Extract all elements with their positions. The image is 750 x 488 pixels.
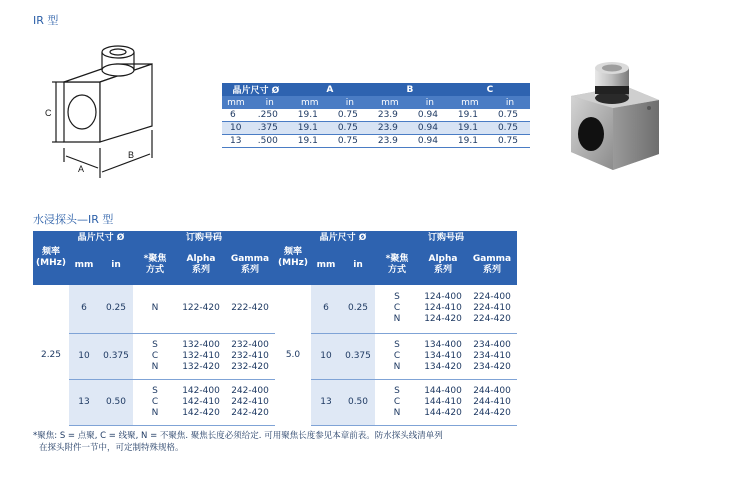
table-cell: 23.9 <box>370 135 410 148</box>
header-order-right: 订购号码 <box>375 231 517 245</box>
header-in-right: in <box>341 245 375 285</box>
footnote <box>33 430 533 454</box>
table-cell: 244-400 244-410 244-420 <box>467 379 517 425</box>
table-cell: 224-400 224-410 224-420 <box>467 285 517 333</box>
table-cell: 134-400 134-410 134-420 <box>419 333 467 379</box>
table-cell: 132-400 132-410 132-420 <box>177 333 225 379</box>
header-size-right: 晶片尺寸 Ø <box>311 231 375 245</box>
table-cell: 0.50 <box>341 379 375 425</box>
table-cell: S C N <box>133 379 177 425</box>
dim-label-b: B <box>128 150 135 160</box>
dimensions-table <box>222 83 530 148</box>
table-cell: .250 <box>250 109 290 122</box>
header-mm-right: mm <box>311 245 341 285</box>
table-cell: 13 <box>311 379 341 425</box>
table-cell: 19.1 <box>290 122 330 135</box>
table-cell: 19.1 <box>450 122 490 135</box>
dim-label-a: A <box>78 164 85 174</box>
dims-header-b: B <box>370 83 450 96</box>
table-cell: 10 <box>69 333 99 379</box>
table-cell: 232-400 232-410 232-420 <box>225 333 275 379</box>
header-size: 晶片尺寸 Ø <box>69 231 133 245</box>
table-row <box>222 109 530 122</box>
table-cell: 10 <box>222 122 250 135</box>
table-cell: 0.94 <box>410 135 450 148</box>
header-in: in <box>99 245 133 285</box>
table-cell: 0.94 <box>410 109 450 122</box>
table-cell: 0.94 <box>410 122 450 135</box>
product-photo <box>565 50 665 175</box>
table-cell: 6 <box>311 285 341 333</box>
table-cell: 0.375 <box>341 333 375 379</box>
header-freq-right: 频率 (MHz) <box>275 231 311 285</box>
header-gamma: Gamma 系列 <box>225 245 275 285</box>
table-cell: 0.75 <box>490 135 530 148</box>
table-cell: 0.75 <box>490 122 530 135</box>
dims-sub: mm <box>290 96 330 109</box>
table-cell: 10 <box>311 333 341 379</box>
table-cell: S C N <box>133 333 177 379</box>
table-cell: 23.9 <box>370 122 410 135</box>
footnote-line2: 在探头附件一节中，可定制特殊规格。 <box>39 443 184 453</box>
table-cell: S C N <box>375 333 419 379</box>
header-mm: mm <box>69 245 99 285</box>
table-cell: 23.9 <box>370 109 410 122</box>
table-cell: 0.375 <box>99 333 133 379</box>
dims-sub: in <box>410 96 450 109</box>
dims-header-c: C <box>450 83 530 96</box>
dims-sub: in <box>490 96 530 109</box>
dim-label-c: C <box>45 108 52 118</box>
table-cell: 0.75 <box>330 135 370 148</box>
table-cell: 19.1 <box>290 109 330 122</box>
table-cell: 122-420 <box>177 285 225 333</box>
table-cell: 0.75 <box>330 122 370 135</box>
dims-sub: in <box>250 96 290 109</box>
dims-header-a: A <box>290 83 370 96</box>
table-cell: N <box>133 285 177 333</box>
table-cell: 13 <box>69 379 99 425</box>
footnote-line1: *聚焦: S = 点聚, C = 线聚, N = 不聚焦. 聚焦长度必须给定. 可用聚焦长度参见本章前表。防水探头线清单列 <box>33 431 443 441</box>
transducer-drawing <box>36 30 166 190</box>
section-title-immersion-ir: 水浸探头—IR 型 <box>33 213 114 226</box>
table-cell: 0.50 <box>99 379 133 425</box>
dims-sub: in <box>330 96 370 109</box>
table-cell: 0.25 <box>341 285 375 333</box>
header-focus: *聚焦 方式 <box>133 245 177 285</box>
header-alpha: Alpha 系列 <box>177 245 225 285</box>
ordering-table <box>33 231 517 426</box>
dims-sub: mm <box>450 96 490 109</box>
table-cell: 222-420 <box>225 285 275 333</box>
table-cell: 242-400 242-410 242-420 <box>225 379 275 425</box>
section-title-ir: IR 型 <box>33 14 59 27</box>
table-row <box>33 285 517 333</box>
dims-sub: mm <box>222 96 250 109</box>
header-focus-right: *聚焦 方式 <box>375 245 419 285</box>
header-gamma-right: Gamma 系列 <box>467 245 517 285</box>
table-cell: 6 <box>222 109 250 122</box>
freq-right: 5.0 <box>275 285 311 425</box>
header-order: 订购号码 <box>133 231 275 245</box>
table-cell: .500 <box>250 135 290 148</box>
table-cell: 144-400 144-410 144-420 <box>419 379 467 425</box>
table-row <box>222 122 530 135</box>
table-cell: 13 <box>222 135 250 148</box>
table-cell: 0.25 <box>99 285 133 333</box>
table-cell: 19.1 <box>450 135 490 148</box>
header-freq: 频率 (MHz) <box>33 231 69 285</box>
table-cell: 6 <box>69 285 99 333</box>
table-cell: S C N <box>375 379 419 425</box>
table-cell: 234-400 234-410 234-420 <box>467 333 517 379</box>
dims-sub: mm <box>370 96 410 109</box>
table-cell: 124-400 124-410 124-420 <box>419 285 467 333</box>
table-row <box>222 135 530 148</box>
header-alpha-right: Alpha 系列 <box>419 245 467 285</box>
table-cell: 0.75 <box>490 109 530 122</box>
table-cell: 0.75 <box>330 109 370 122</box>
table-cell: 19.1 <box>450 109 490 122</box>
table-cell: 142-400 142-410 142-420 <box>177 379 225 425</box>
freq-left: 2.25 <box>33 285 69 425</box>
table-cell: .375 <box>250 122 290 135</box>
dims-header-size: 晶片尺寸 Ø <box>222 83 290 96</box>
table-cell: 19.1 <box>290 135 330 148</box>
table-cell: S C N <box>375 285 419 333</box>
